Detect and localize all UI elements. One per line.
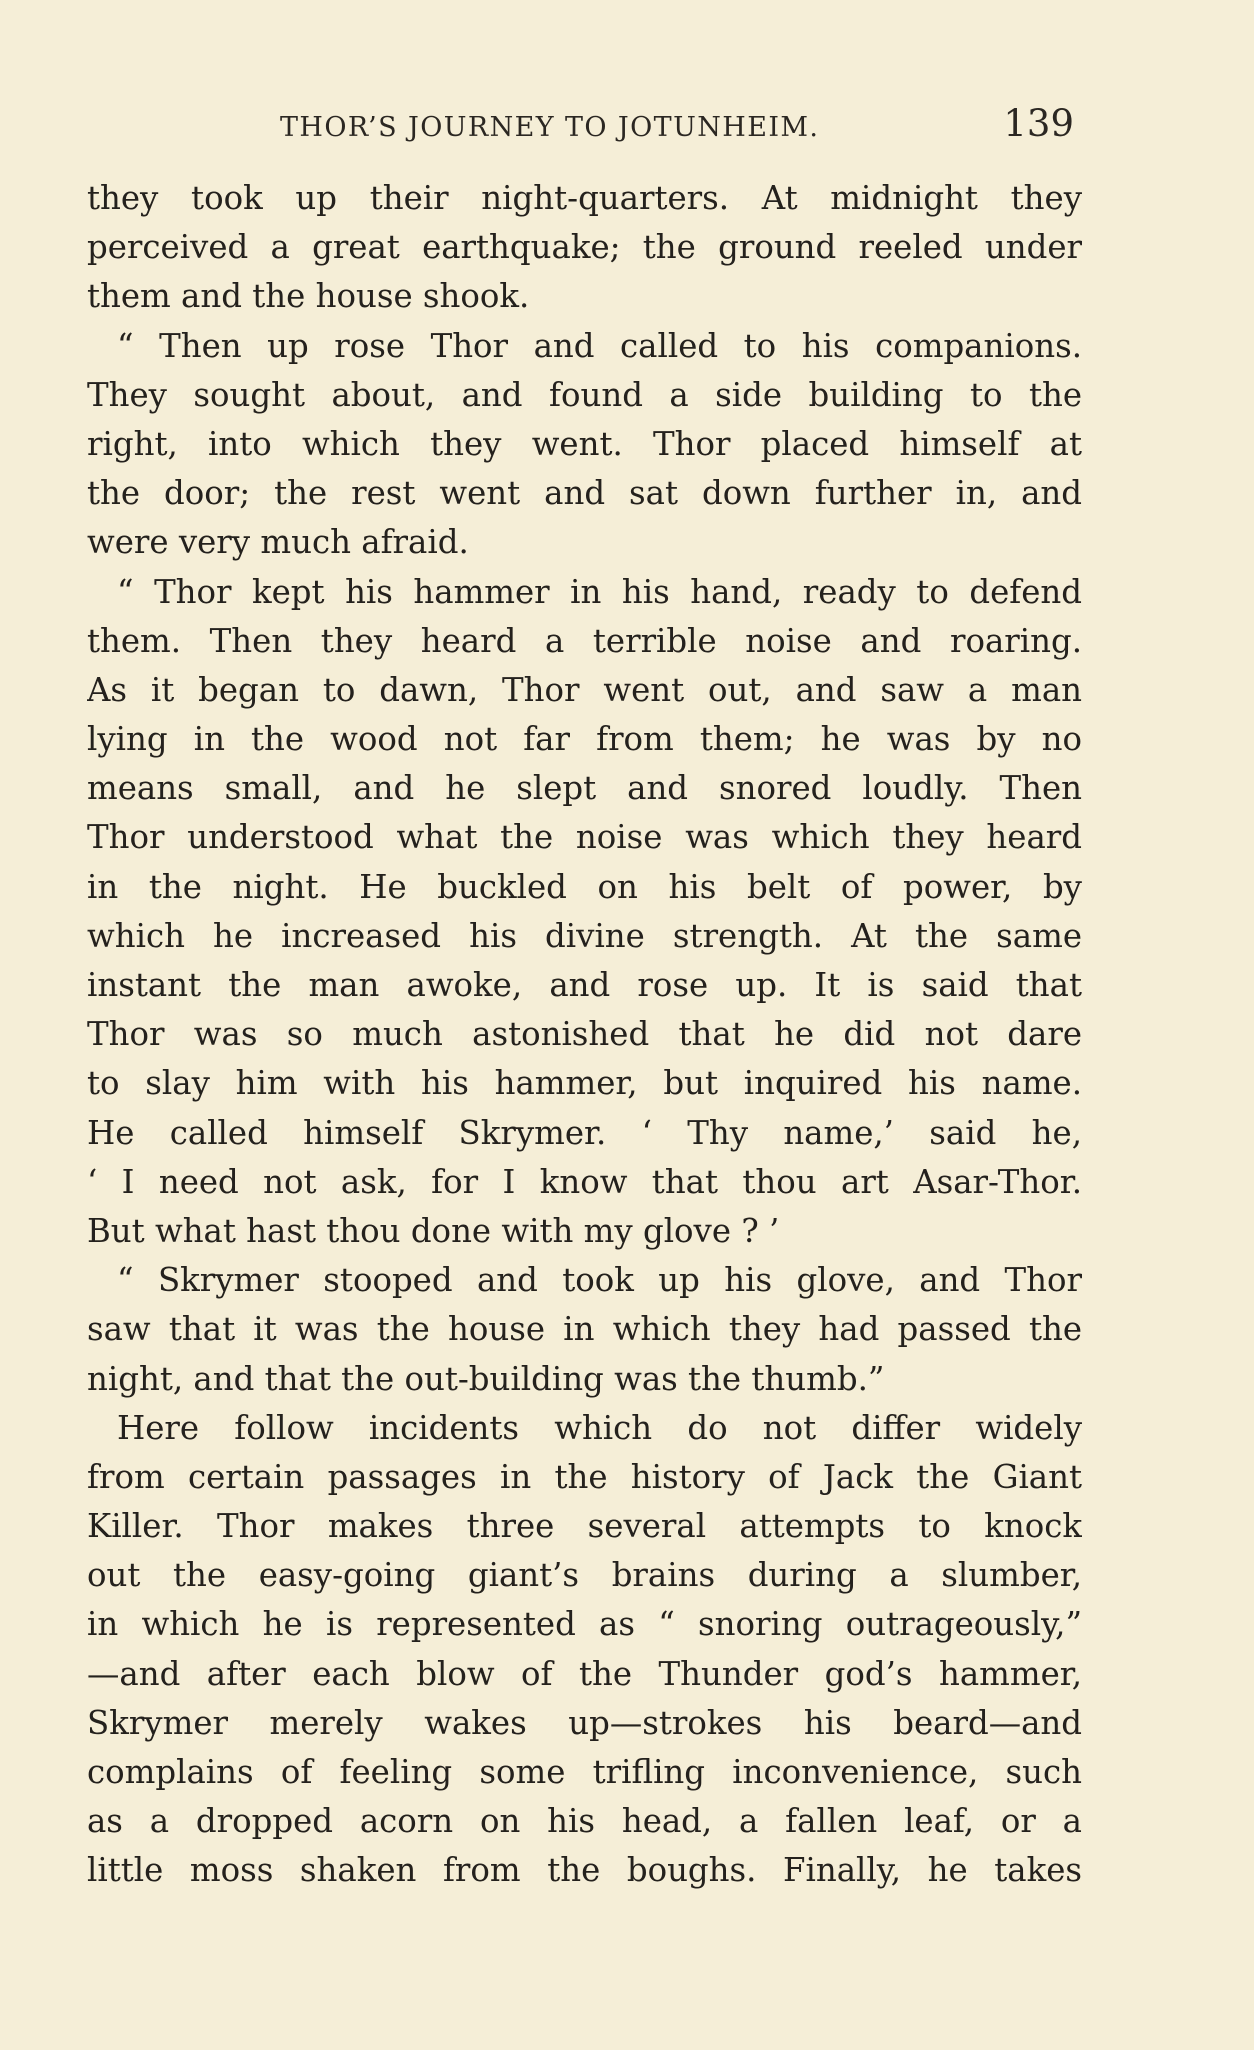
text-line: Skrymer merely wakes up—strokes his beard—and [87,1703,1082,1742]
text-line: But what hast thou done with my glove ? ’ [87,1211,780,1250]
text-line: complains of feeling some trifling inconvenience, such [87,1753,1082,1791]
text-line: they took up their night-quarters. At midnight they [87,179,1082,217]
text-line: instant the man awoke, and rose up. It is said that [87,966,1082,1004]
text-line: Thor was so much astonished that he did not dare [87,1015,1082,1054]
text-line: Here follow incidents which do not differ widely [117,1408,1082,1447]
text-line: night, and that the out-building was the thumb.” [87,1359,885,1398]
body-text [87,174,1082,1914]
text-line: them. Then they heard a terrible noise and roaring. [87,621,1082,660]
text-line: the door; the rest went and sat down further in, and [87,474,1082,513]
text-line: as a dropped acorn on his head, a fallen leaf, or a [87,1802,1082,1841]
text-line: in the night. He buckled on his belt of power, by [87,867,1082,906]
text-line: As it began to dawn, Thor went out, and saw a man [87,670,1082,709]
text-line: which he increased his divine strength. At the same [87,916,1082,955]
text-line: “ Thor kept his hammer in his hand, ready to defend [117,572,1082,611]
text-line: to slay him with his hammer, but inquired his name. [87,1064,1082,1103]
text-line: ‘ I need not ask, for I know that thou art Asar-Thor. [87,1162,1082,1201]
text-line: Thor understood what the noise was which they heard [87,818,1082,857]
page-number: 139 [1003,102,1074,145]
page-header [84,98,1082,158]
text-line: perceived a great earthquake; the ground reeled under [87,228,1082,267]
text-line: —and after each blow of the Thunder god’s hammer, [87,1654,1082,1693]
text-line: “ Then up rose Thor and called to his companions. [117,326,1082,365]
text-line: Killer. Thor makes three several attempts to knock [87,1507,1082,1546]
text-line: He called himself Skrymer. ‘ Thy name,’ said he, [87,1113,1082,1152]
text-line: “ Skrymer stooped and took up his glove, and Thor [117,1261,1082,1300]
text-line: were very much afraid. [87,523,469,562]
text-line: from certain passages in the history of Jack the Giant [87,1457,1082,1496]
text-line: out the easy-going giant’s brains during a slumber, [87,1556,1082,1595]
running-title: THOR’S JOURNEY TO JOTUNHEIM. [280,112,820,143]
text-line: saw that it was the house in which they had passed the [87,1310,1082,1349]
text-line: lying in the wood not far from them; he was by no [87,720,1082,759]
text-line: them and the house shook. [87,277,530,316]
text-line: means small, and he slept and snored loudly. Then [87,769,1082,808]
text-line: right, into which they went. Thor placed himself at [87,424,1082,463]
text-line: in which he is represented as “ snoring outrageously,” [87,1605,1082,1644]
text-line: They sought about, and found a side building to the [87,375,1082,414]
text-line: little moss shaken from the boughs. Finally, he takes [87,1851,1082,1890]
